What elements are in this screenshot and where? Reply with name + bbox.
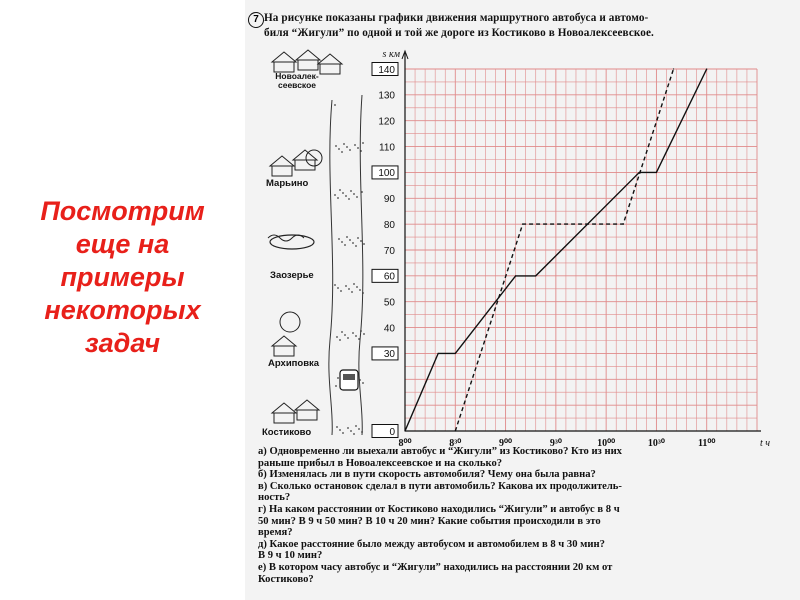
place-label: Костиково [262,427,312,438]
question-line: е) В котором часу автобус и “Жигули” находились на расстоянии 20 км от [258,561,613,573]
road-dot [347,337,349,339]
road-dot [353,193,355,195]
road-dot [345,195,347,197]
x-tick-label: 9³⁰ [549,438,562,449]
road-dot [357,237,359,239]
x-axis-label: t ч [759,438,771,449]
road-dot [339,339,341,341]
house-icon [272,336,296,346]
road-dot [338,148,340,150]
village-icon [270,156,294,166]
series-point [455,430,456,431]
y-tick-label: 140 [378,64,395,76]
series-point [438,353,439,354]
road-dot [348,198,350,200]
slide-title-line: задач [84,328,161,358]
village-icon [318,54,342,64]
village-icon [293,150,317,160]
road-dot [346,236,348,238]
y-tick-label: 100 [378,168,395,180]
road-dot [341,151,343,153]
road-dot [347,427,349,429]
y-tick-label: 50 [383,297,395,309]
problem-number-icon: 7 [248,12,264,28]
road-dot [343,143,345,145]
road-dot [353,433,355,435]
road-edge-right [359,95,363,435]
road-dot [349,149,351,151]
road-dot [340,290,342,292]
road-dot [355,245,357,247]
road-dot [346,146,348,148]
series-point [515,275,516,276]
road-dot [338,238,340,240]
road-dot [350,430,352,432]
series-point [455,353,456,354]
road-dot [337,287,339,289]
road-dot [345,285,347,287]
road-dot [349,239,351,241]
road-dot [335,385,337,387]
road-dot [352,332,354,334]
x-tick-label: 10³⁰ [647,438,665,449]
road-dot [344,334,346,336]
village-icon [298,60,318,70]
village-icon [274,413,294,423]
slide-title-line: примеры [60,262,185,292]
problem-header-line-1: На рисунке показаны графики движения маршрутного автобуса и автомо- [264,12,649,24]
village-icon [297,410,317,420]
road-dot [335,145,337,147]
village-icon [295,400,319,410]
series-point [673,68,674,69]
slide-title-line: еще на [75,229,170,259]
road-edge-left [329,100,333,435]
question-line: б) Изменялась ли в пути скорость автомобиля? Чему она была равна? [258,469,596,481]
place-label: Архиповка [268,358,320,369]
questions-block [258,446,788,585]
road-dot [341,331,343,333]
road-dot [351,291,353,293]
y-tick-label: 30 [383,349,395,361]
road-dot [356,196,358,198]
question-line: в) Сколько остановок сделал в пути автомобиль? Какова их продолжитель- [258,480,622,492]
road-dot [362,142,364,144]
road-dot [334,284,336,286]
car-window-icon [343,374,355,380]
series-point [656,172,657,173]
road-dot [355,425,357,427]
road-dot [339,189,341,191]
slide-title-line: некоторых [44,295,201,325]
question-line: время? [258,527,293,539]
village-icon [296,50,320,60]
road-dot [358,428,360,430]
place-label: Марьино [266,178,309,189]
place-label: Новоалек-сеевское [275,71,319,90]
series-point [623,224,624,225]
road-dot [357,147,359,149]
question-line: а) Одновременно ли выехали автобус и “Жигули” из Костиково? Кто из них [258,446,622,457]
y-axis-label: s км [382,49,400,60]
road-dot [360,240,362,242]
road-dot [336,426,338,428]
road-dot [350,190,352,192]
road-dot [359,289,361,291]
village-icon [272,166,292,176]
road-dot [354,144,356,146]
series-point [522,224,523,225]
x-tick-label: 9⁰⁰ [499,438,513,449]
question-line: г) На каком расстоянии от Костиково находились “Жигули” и автобус в 8 ч [258,503,620,515]
y-tick-label: 40 [383,323,395,335]
road-dot [362,382,364,384]
road-dot [344,244,346,246]
road-dot [341,241,343,243]
road-dot [363,333,365,335]
question-line: 50 мин? В 9 ч 50 мин? В 10 ч 20 мин? Какие события происходили в это [258,515,601,527]
lake-icon [270,235,314,249]
x-tick-label: 8⁰⁰ [398,438,412,449]
road-dot [353,283,355,285]
x-tick-label: 10⁰⁰ [597,438,616,449]
question-line: В 9 ч 10 мин? [258,550,323,562]
road-dot [337,197,339,199]
road-dot [334,104,336,106]
place-label: Заозерье [270,270,314,281]
series-point [535,275,536,276]
road-dot [355,335,357,337]
slide-title-line: Посмотрим [40,196,205,226]
series-point [706,68,707,69]
question-line: ность? [258,492,291,504]
road-dot [339,429,341,431]
road-dot [356,286,358,288]
house-icon [274,346,294,356]
road-dot [337,377,339,379]
x-tick-label: 8³⁰ [449,438,462,449]
village-icon [295,160,315,170]
tree-icon [280,312,300,332]
y-tick-label: 110 [379,142,395,154]
village-icon [272,52,296,62]
question-line: раньше прибыл в Новоалексеевское и на сколько? [258,457,503,469]
problem-header-line-2: биля “Жигули” по одной и той же дороге из Костиково в Новоалексеевское. [264,27,654,39]
y-tick-label: 70 [383,245,395,257]
road-dot [334,194,336,196]
road-dot [348,288,350,290]
road-dot [352,242,354,244]
road-dot [342,432,344,434]
question-line: Костиково? [258,573,314,585]
y-tick-label: 0 [389,426,395,438]
road-dot [336,336,338,338]
x-tick-label: 11⁰⁰ [697,438,716,449]
y-tick-label: 90 [383,194,395,206]
village-icon [272,403,296,413]
y-tick-label: 80 [383,219,395,231]
y-tick-label: 120 [378,116,395,128]
y-tick-label: 60 [383,271,395,283]
road-dot [342,192,344,194]
series-point [404,430,405,431]
road-dot [363,243,365,245]
y-tick-label: 130 [378,90,395,102]
question-line: д) Какое расстояние было между автобусом и автомобилем в 8 ч 30 мин? [258,538,605,550]
